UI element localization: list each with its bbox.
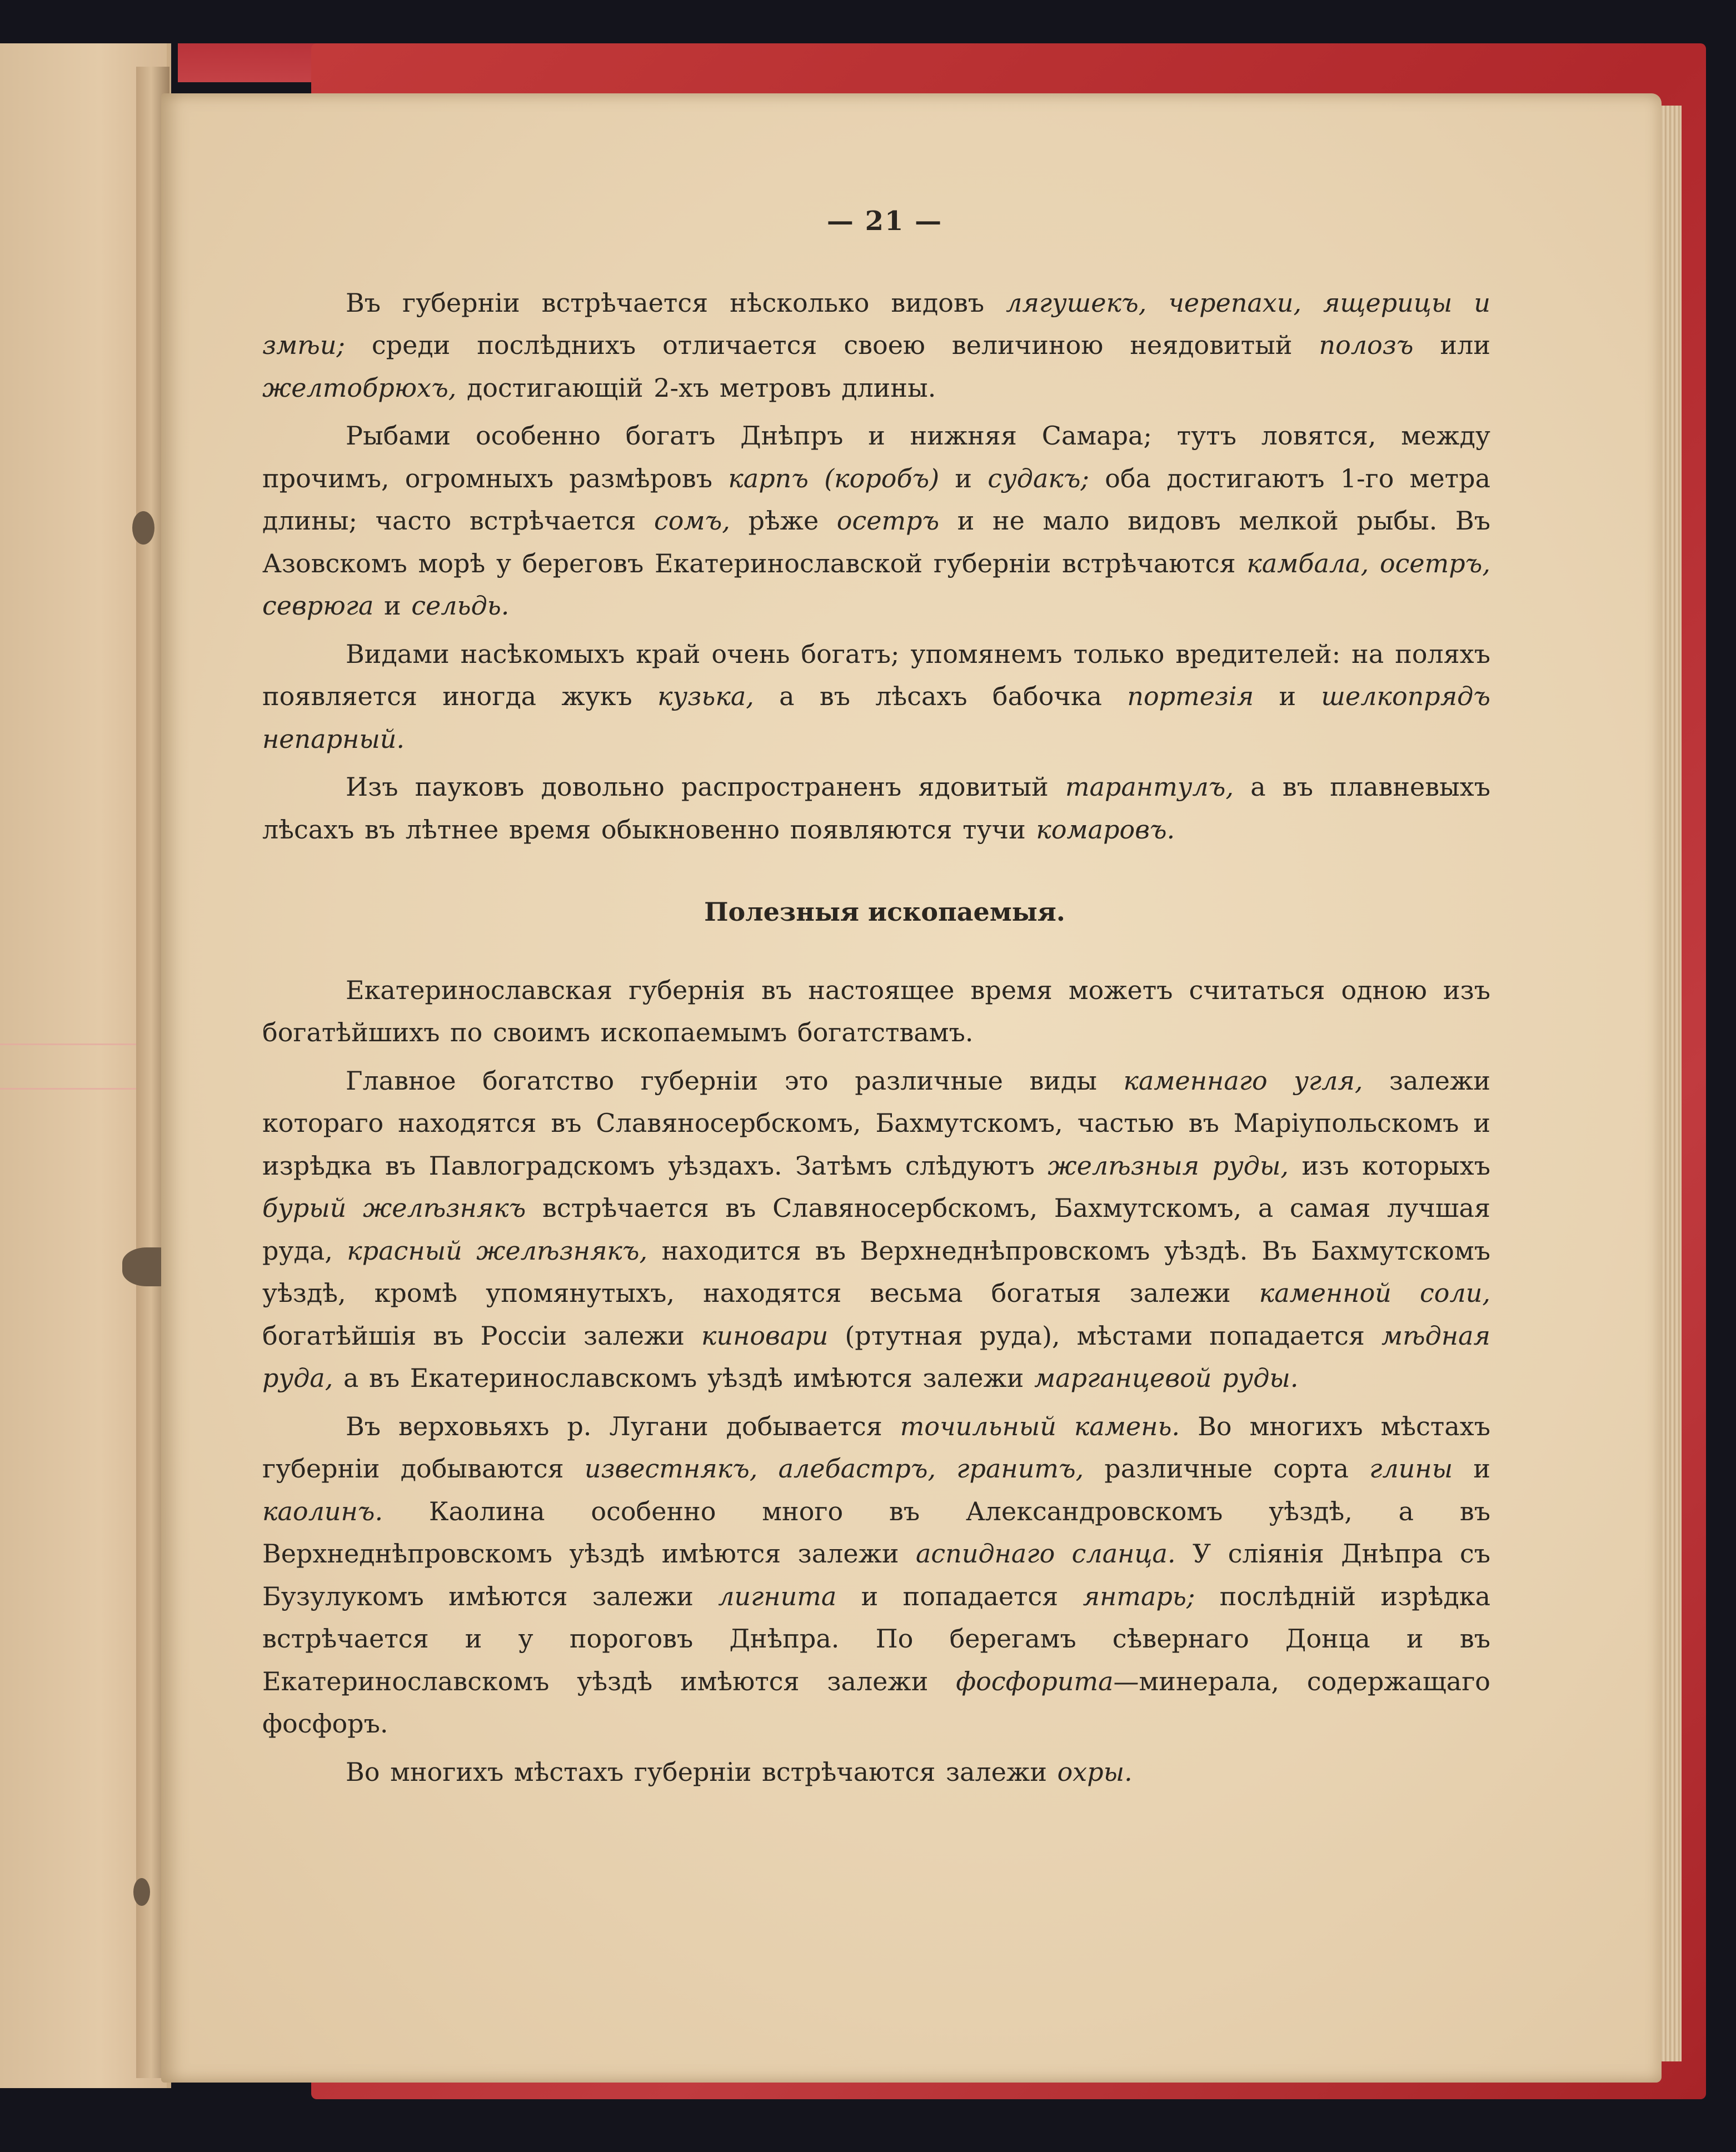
italic-term: комаровъ. — [1036, 814, 1175, 845]
page-number: — 21 — — [826, 206, 943, 237]
text-run: богатѣйшія въ Россіи залежи — [262, 1320, 701, 1351]
text-run: изъ которыхъ — [1289, 1150, 1490, 1181]
binding-hole — [133, 1878, 150, 1906]
italic-term: охры. — [1057, 1756, 1133, 1787]
text-run: и — [1254, 681, 1321, 711]
text-run: находится въ Верхнеднѣпровскомъ уѣздѣ. Въ Бахмутскомъ уѣздѣ, кромѣ упомянутыхъ, находятся весьма богатыя залежи — [262, 1235, 1490, 1308]
italic-term: портезія — [1127, 681, 1254, 711]
italic-term: желѣзныя руды, — [1047, 1150, 1289, 1181]
paragraph — [262, 282, 1490, 410]
italic-term: судакъ; — [987, 463, 1090, 493]
text-run: а въ лѣсахъ бабочка — [754, 681, 1128, 711]
italic-term: кузька, — [657, 681, 754, 711]
paragraph — [262, 766, 1490, 851]
text-run: Каолина особенно много въ Александровскомъ уѣздѣ, а въ Верхнеднѣпровскомъ уѣздѣ имѣются залежи — [262, 1496, 1490, 1569]
text-run: и попадается — [836, 1581, 1083, 1611]
text-run: а въ Екатеринославскомъ уѣздѣ имѣются залежи — [333, 1363, 1035, 1393]
text-run: среди послѣднихъ отличается своею величиною неядовитый — [345, 330, 1319, 360]
binding-hole — [132, 511, 154, 545]
italic-term: красный желѣзнякъ, — [347, 1235, 648, 1266]
text-run: Рыбами особенно богатъ Днѣпръ и нижняя Самара; тутъ ловятся, между прочимъ, огромныхъ размѣровъ — [262, 421, 1490, 493]
italic-term: фосфорита — [956, 1666, 1114, 1696]
text-run: и — [373, 591, 412, 621]
italic-term: точильный камень. — [900, 1411, 1180, 1441]
italic-term: янтарь; — [1082, 1581, 1195, 1611]
italic-term: каменнаго угля, — [1123, 1065, 1363, 1096]
italic-term: аспиднаго сланца. — [916, 1539, 1176, 1569]
text-run: Во многихъ мѣстахъ губерніи встрѣчаются залежи — [346, 1756, 1057, 1787]
text-run: Екатеринославская губернія въ настоящее время можетъ считаться одною изъ богатѣйшихъ по своимъ ископаемымъ богатствамъ. — [262, 975, 1490, 1047]
text-run: различные сорта — [1084, 1454, 1370, 1484]
text-run: рѣже — [730, 506, 837, 536]
italic-term: лигнита — [718, 1581, 837, 1611]
text-run: У сліянія Днѣпра съ Бузулукомъ имѣются залежи — [262, 1539, 1490, 1611]
italic-term: тарантулъ, — [1065, 772, 1234, 802]
text-run: достигающій 2-хъ метровъ длины. — [456, 372, 936, 403]
text-run: Въ верховьяхъ р. Лугани добывается — [346, 1411, 900, 1441]
text-run: Во многихъ мѣстахъ губерніи добываются — [262, 1411, 1491, 1484]
text-run: или — [1413, 330, 1490, 360]
text-run: и — [939, 463, 988, 493]
text-run: Въ губерніи встрѣчается нѣсколько видовъ — [346, 287, 1006, 318]
paragraph — [262, 1405, 1490, 1745]
italic-term: каолинъ. — [262, 1496, 383, 1526]
text-run: оба достигаютъ 1-го метра длины; часто встрѣчается — [262, 463, 1491, 536]
text-run: и — [1453, 1454, 1491, 1484]
page-block-edges — [1662, 106, 1682, 2061]
page-text — [262, 200, 1490, 1799]
italic-term: глины — [1369, 1454, 1453, 1484]
italic-term: бурый желѣзнякъ — [262, 1193, 526, 1223]
text-run: Изъ пауковъ довольно распространенъ ядовитый — [346, 772, 1065, 802]
paragraphs-before-heading — [262, 282, 1490, 851]
italic-term: марганцевой руды. — [1034, 1363, 1299, 1393]
text-run: залежи котораго находятся въ Славяносербскомъ, Бахмутскомъ, частью въ Маріупольскомъ и изрѣдка въ Павлоградскомъ уѣздахъ. Затѣмъ слѣдуютъ — [262, 1065, 1490, 1181]
paragraph — [262, 415, 1490, 627]
italic-term: известнякъ, алебастръ, гранитъ, — [584, 1454, 1084, 1484]
italic-term: лягушекъ, черепахи, ящерицы и змѣи; — [262, 287, 1490, 360]
text-run: встрѣчается въ Славяносербскомъ, Бахмутскомъ, а самая лучшая руда, — [262, 1193, 1491, 1266]
text-run: послѣдній изрѣдка встрѣчается и у пороговъ Днѣпра. По берегамъ сѣвернаго Донца и въ Екатеринославскомъ уѣздѣ имѣются залежи — [262, 1581, 1490, 1696]
text-run: и не мало видовъ мелкой рыбы. Въ Азовскомъ морѣ у береговъ Екатеринославской губерніи встрѣчаются — [262, 506, 1491, 578]
text-run: (ртутная руда), мѣстами попадается — [828, 1320, 1381, 1351]
italic-term: карпъ (коробъ) — [728, 463, 940, 493]
italic-term: шелкопрядъ непарный. — [262, 681, 1490, 754]
italic-term: желтобрюхъ, — [262, 372, 457, 403]
paragraph — [262, 633, 1490, 761]
section-heading: Полезныя ископаемыя. — [704, 897, 1065, 927]
italic-term: полозъ — [1319, 330, 1414, 360]
italic-term: каменной соли, — [1259, 1278, 1491, 1308]
italic-term: осетръ — [836, 506, 940, 536]
paragraphs-after-heading — [262, 969, 1490, 1794]
italic-term: сомъ, — [654, 506, 730, 536]
text-run: Главное богатство губерніи это различные виды — [346, 1065, 1124, 1096]
paragraph — [262, 969, 1490, 1054]
paragraph — [262, 1751, 1490, 1794]
italic-term: киновари — [701, 1320, 829, 1351]
italic-term: сельдь. — [411, 591, 510, 621]
text-run: Видами насѣкомыхъ край очень богатъ; упомянемъ только вредителей: на поляхъ появляется иногда жукъ — [262, 638, 1490, 711]
text-run: —минерала, содержащаго фосфоръ. — [262, 1666, 1490, 1739]
italic-term: камбала, осетръ, севрюга — [262, 548, 1490, 621]
italic-term: мѣдная руда, — [262, 1320, 1490, 1393]
text-run: а въ плавневыхъ лѣсахъ въ лѣтнее время обыкновенно появляются тучи — [262, 772, 1490, 845]
paragraph — [262, 1060, 1490, 1400]
